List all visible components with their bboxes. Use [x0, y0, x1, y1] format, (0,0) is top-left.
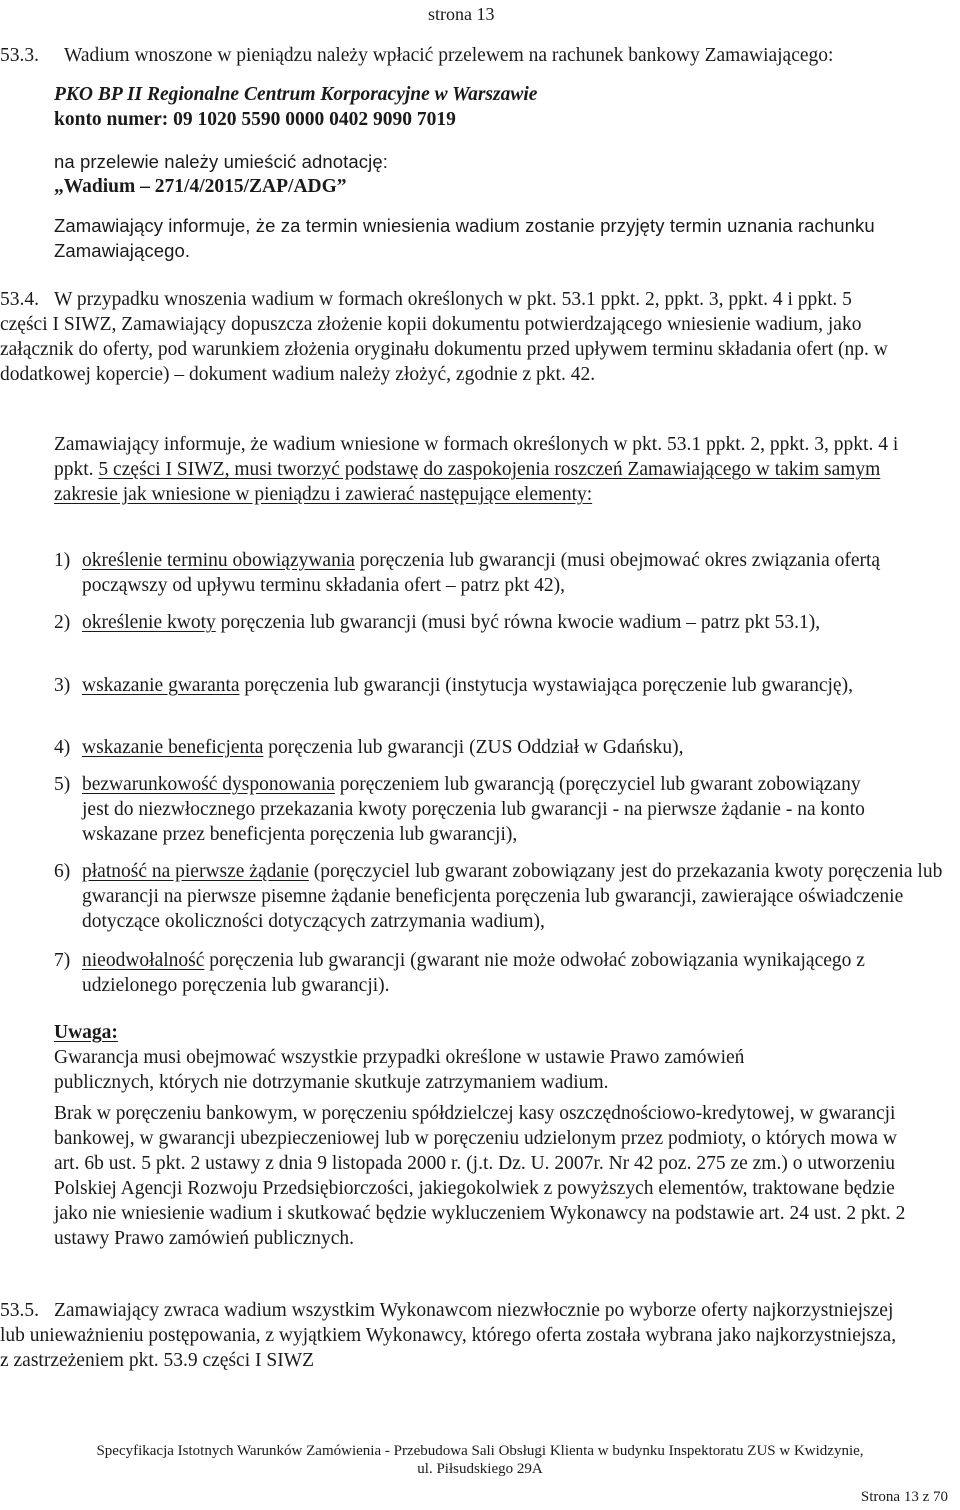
- info-part-a: Zamawiający informuje, że wadium wniesione w formach określonych w pkt. 53.1 ppkt. 2, ppkt. 3, ppkt. 4 i ppkt.: [54, 434, 899, 480]
- wadium-form-info: [54, 432, 914, 507]
- transfer-note: na przelewie należy umieścić adnotację:: [54, 151, 388, 172]
- item-key: płatność na pierwsze żądanie: [82, 861, 309, 882]
- item-text: poręczenia lub gwarancji (gwarant nie może odwołać zobowiązania wynikającego z udzielonego poręczenia lub gwarancji).: [82, 950, 865, 996]
- section-text: [0, 287, 900, 387]
- list-item: [54, 772, 959, 847]
- item-number: 4): [54, 737, 71, 758]
- note-paragraph-1: Gwarancja musi obejmować wszystkie przypadki określone w ustawie Prawo zamówień publicznych, których nie dotrzymanie skutkuje zatrzymaniem wadium.: [54, 1047, 745, 1093]
- item-number: 1): [54, 550, 71, 571]
- item-text: poręczenia lub gwarancji (musi być równa kwocie wadium – patrz pkt 53.1),: [215, 612, 821, 633]
- item-number: 6): [54, 861, 71, 882]
- note-paragraph-2: Brak w poręczeniu bankowym, w poręczeniu spółdzielczej kasy oszczędnościowo-kredytowej, w gwarancji bankowej, w gwarancji ubezpieczeniowej lub w poręczeniu udzielonym przez podmioty, o których mowa w art. 6b ust. 5 pkt. 2 ustawy z dnia 9 listopada 2000 r. (j.t. Dz. U. 2007r. Nr 42 poz. 275 ze zm.) o utworzeniu Polskiej Agencji Rozwoju Przedsiębiorczości, jakiegokolwiek z powyższych elementów, traktowane będzie jako nie wniesienie wadium i skutkować będzie wykluczeniem Wykonawcy na podstawie art. 24 ust. 2 pkt. 2 ustawy Prawo zamówień publicznych.: [54, 1103, 906, 1249]
- item-number: 7): [54, 950, 71, 971]
- item-number: 3): [54, 675, 71, 696]
- section-number: 53.3.: [0, 45, 39, 66]
- item-key: wskazanie beneficjenta: [82, 737, 264, 758]
- list-item: [54, 735, 959, 760]
- item-text: (poręczyciel lub gwarant zobowiązany jest do przekazania kwoty poręczenia lub gwarancji na pierwsze pisemne żądanie beneficjenta poręczenia lub gwarancji, zawierające oświadczenie dotyczące okoliczności dotyczących zatrzymania wadium),: [82, 861, 943, 932]
- item-text: poręczenia lub gwarancji (instytucja wystawiająca poręczenie lub gwarancję),: [239, 675, 853, 696]
- list-item: [54, 673, 959, 698]
- item-text: poręczenia lub gwarancji (ZUS Oddział w Gdańsku),: [263, 737, 684, 758]
- item-text: poręczeniem lub gwarancją (poręczyciel lub gwarant zobowiązany jest do niezwłocznego przekazania kwoty poręczenia lub gwarancji - na pierwsze żądanie - na konto wskazane przez beneficjenta poręczenia lub gwarancji),: [82, 774, 865, 845]
- footer: [0, 1442, 960, 1478]
- list-item: [54, 610, 959, 635]
- section-body: W przypadku wnoszenia wadium w formach określonych w pkt. 53.1 ppkt. 2, ppkt. 3, ppkt. 4 i ppkt. 5 części I SIWZ, Zamawiający dopuszcza złożenie kopii dokumentu potwierdzającego wniesienie wadium, jako załącznik do oferty, pod warunkiem złożenia oryginału dokumentu przed upływem terminu składania ofert (np. w dodatkowej kopercie) – dokument wadium należy złożyć, zgodnie z pkt. 42.: [0, 289, 888, 385]
- item-number: 2): [54, 612, 71, 633]
- info-part-b: 5 części I SIWZ, musi tworzyć podstawę do zaspokojenia roszczeń Zamawiającego w takim samym zakresie jak wniesione w pieniądzu i zawierać następujące elementy:: [54, 459, 881, 505]
- section-intro: Wadium wnoszone w pieniądzu należy wpłacić przelewem na rachunek bankowy Zamawiającego:: [64, 45, 834, 66]
- item-key: wskazanie gwaranta: [82, 675, 240, 696]
- footer-title: Specyfikacja Istotnych Warunków Zamówienia - Przebudowa Sali Obsługi Klienta w budynku Inspektoratu ZUS w Kwidzynie,: [96, 1443, 864, 1459]
- page-number-top: strona 13: [428, 4, 495, 24]
- page-number-bottom: Strona 13 z 70: [860, 1489, 948, 1505]
- list-item: [54, 859, 959, 934]
- item-key: bezwarunkowość dysponowania: [82, 774, 335, 795]
- item-text: poręczenia lub gwarancji (musi obejmować okres związania ofertą począwszy od upływu terminu składania ofert – patrz pkt 42),: [82, 550, 881, 596]
- payment-info: Zamawiający informuje, że za termin wniesienia wadium zostanie przyjęty termin uznania rachunku Zamawiającego.: [54, 215, 875, 261]
- bank-account: konto numer: 09 1020 5590 0000 0402 9090 7019: [54, 109, 456, 130]
- item-key: nieodwołalność: [82, 950, 205, 971]
- section-text: Zamawiający zwraca wadium wszystkim Wykonawcom niezwłocznie po wyborze oferty najkorzystniejszej lub unieważnieniu postępowania, z wyjątkiem Wykonawcy, którego oferta została wybrana jako najkorzystniejsza, z zastrzeżeniem pkt. 53.9 części I SIWZ: [0, 1300, 897, 1371]
- list-item: [54, 948, 959, 998]
- item-key: określenie terminu obowiązywania: [82, 550, 355, 571]
- section-number: 53.5.: [0, 1300, 39, 1321]
- wadium-reference: „Wadium – 271/4/2015/ZAP/ADG”: [54, 176, 347, 197]
- section-number: 53.4.: [0, 289, 39, 310]
- item-number: 5): [54, 774, 71, 795]
- bank-name: PKO BP II Regionalne Centrum Korporacyjne w Warszawie: [54, 84, 538, 105]
- note-title: Uwaga:: [54, 1022, 118, 1043]
- item-key: określenie kwoty: [82, 612, 216, 633]
- footer-address: ul. Piłsudskiego 29A: [417, 1461, 543, 1477]
- list-item: [54, 548, 959, 598]
